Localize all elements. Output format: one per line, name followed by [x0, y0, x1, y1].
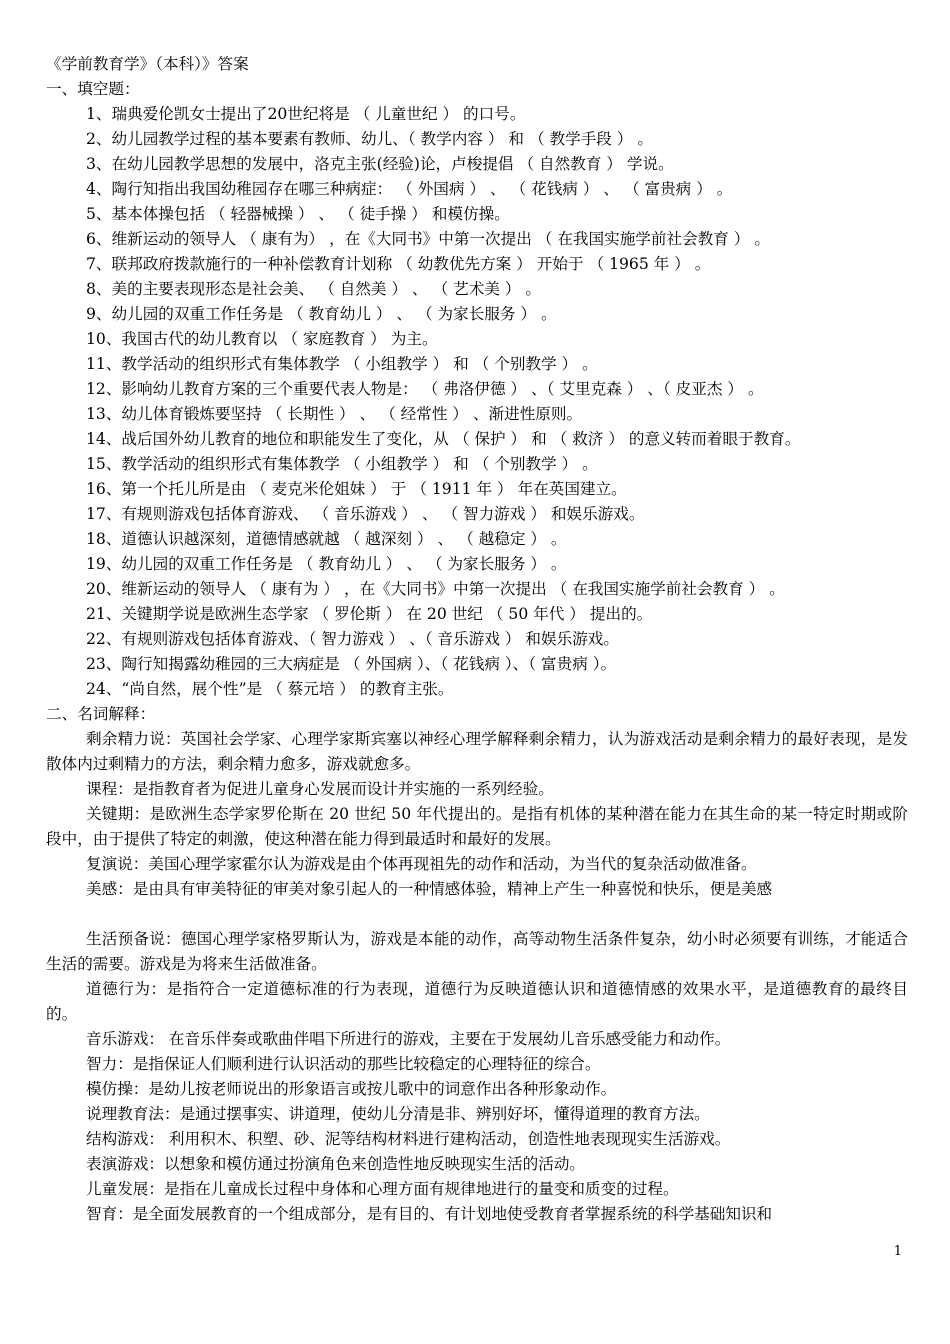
list-item: 16、第一个托儿所是由 （ 麦克米伦姐妹 ） 于 （ 1911 年 ） 年在英国建立。 — [86, 480, 627, 498]
fill-in-blank-list — [46, 102, 908, 702]
list-item: 24、“尚自然，展个性”是 （ 蔡元培 ） 的教育主张。 — [86, 680, 454, 698]
list-item: 13、幼儿体育锻炼要坚持 （ 长期性 ） 、 （ 经常性 ） 、渐进性原则。 — [86, 405, 583, 423]
document-body — [46, 52, 908, 1227]
definition-list — [46, 727, 908, 1227]
list-item: 15、教学活动的组织形式有集体教学 （ 小组教学 ） 和 （ 个别教学 ） 。 — [86, 455, 598, 473]
list-item: 12、影响幼儿教育方案的三个重要代表人物是： （ 弗洛伊德 ） 、（ 艾里克森 ） 、（ 皮亚杰 ） 。 — [86, 380, 764, 398]
list-item: 20、维新运动的领导人 （ 康有为 ） ，在《大同书》中第一次提出 （ 在我国实施学前社会教育 ） 。 — [86, 580, 785, 598]
list-item: 8、美的主要表现形态是社会美、 （ 自然美 ） 、 （ 艺术美 ） 。 — [86, 280, 542, 298]
section-heading-definitions: 二、名词解释： — [46, 705, 156, 723]
definition-paragraph: 道德行为：是指符合一定道德标准的行为表现，道德行为反映道德认识和道德情感的效果水平，是道德教育的最终目的。 — [46, 980, 908, 1023]
definition-paragraph: 复演说：美国心理学家霍尔认为游戏是由个体再现祖先的动作和活动，为当代的复杂活动做准备。 — [86, 855, 757, 873]
definition-paragraph: 说理教育法：是通过摆事实、讲道理，使幼儿分清是非、辨别好坏，懂得道理的教育方法。 — [86, 1105, 710, 1123]
definition-paragraph: 生活预备说：德国心理学家格罗斯认为，游戏是本能的动作，高等动物生活条件复杂，幼小时必须要有训练，才能适合生活的需要。游戏是为将来生活做准备。 — [46, 930, 908, 973]
definition-paragraph: 关键期：是欧洲生态学家罗伦斯在 20 世纪 50 年代提出的。是指有机体的某种潜在能力在其生命的某一特定时期或阶段中，由于提供了特定的刺激，使这种潜在能力得到最适时和最好的发展。 — [46, 805, 908, 848]
definition-paragraph: 剩余精力说：英国社会学家、心理学家斯宾塞以神经心理学解释剩余精力，认为游戏活动是剩余精力的最好表现，是发散体内过剩精力的方法，剩余精力愈多，游戏就愈多。 — [46, 730, 908, 773]
list-item: 3、在幼儿园教学思想的发展中，洛克主张(经验)论，卢梭提倡 （ 自然教育 ） 学说。 — [86, 155, 674, 173]
list-item: 21、关键期学说是欧洲生态学家 （ 罗伦斯 ） 在 20 世纪 （ 50 年代 ） 提出的。 — [86, 605, 653, 623]
list-item: 11、教学活动的组织形式有集体教学 （ 小组教学 ） 和 （ 个别教学 ） 。 — [86, 355, 598, 373]
list-item: 5、基本体操包括 （ 轻器械操 ） 、 （ 徒手操 ） 和模仿操。 — [86, 205, 510, 223]
definition-paragraph: 智力：是指保证人们顺利进行认识活动的那些比较稳定的心理特征的综合。 — [86, 1055, 601, 1073]
list-item: 22、有规则游戏包括体育游戏、（ 智力游戏 ） 、（ 音乐游戏 ） 和娱乐游戏。 — [86, 630, 619, 648]
definition-paragraph: 智育：是全面发展教育的一个组成部分，是有目的、有计划地使受教育者掌握系统的科学基础知识和 — [86, 1205, 773, 1223]
document-title: 《学前教育学》（本科）》答案 — [46, 55, 249, 73]
list-item: 4、陶行知指出我国幼稚园存在哪三种病症： （ 外国病 ） 、 （ 花钱病 ） 、 （ 富贵病 ） 。 — [86, 180, 733, 198]
list-item: 2、幼儿园教学过程的基本要素有教师、幼儿、（ 教学内容 ） 和 （ 教学手段 ） 。 — [86, 130, 654, 148]
section-heading-fill-in: 一、填空题： — [46, 80, 140, 98]
page-number: 1 — [893, 1244, 902, 1259]
blank-line — [46, 902, 908, 927]
definition-paragraph: 美感：是由具有审美特征的审美对象引起人的一种情感体验，精神上产生一种喜悦和快乐，便是美感 — [86, 880, 773, 898]
list-item: 6、维新运动的领导人 （ 康有为） ，在《大同书》中第一次提出 （ 在我国实施学前社会教育 ） 。 — [86, 230, 770, 248]
definition-paragraph: 儿童发展：是指在儿童成长过程中身体和心理方面有规律地进行的量变和质变的过程。 — [86, 1180, 679, 1198]
list-item: 1、瑞典爱伦凯女士提出了20世纪将是 （ 儿童世纪 ） 的口号。 — [86, 105, 526, 123]
list-item: 14、战后国外幼儿教育的地位和职能发生了变化，从 （ 保护 ） 和 （ 救济 ） 的意义转而着眼于教育。 — [86, 430, 801, 448]
list-item: 18、道德认识越深刻，道德情感就越 （ 越深刻 ） 、 （ 越稳定 ） 。 — [86, 530, 567, 548]
list-item: 19、幼儿园的双重工作任务是 （ 教育幼儿 ） 、 （ 为家长服务 ） 。 — [86, 555, 567, 573]
list-item: 17、有规则游戏包括体育游戏、 （ 音乐游戏 ） 、 （ 智力游戏 ） 和娱乐游戏。 — [86, 505, 645, 523]
definition-paragraph: 音乐游戏： 在音乐伴奏或歌曲伴唱下所进行的游戏，主要在于发展幼儿音乐感受能力和动作。 — [86, 1030, 731, 1048]
definition-paragraph: 结构游戏： 利用积木、积塑、砂、泥等结构材料进行建构活动，创造性地表现现实生活游戏。 — [86, 1130, 731, 1148]
definition-paragraph: 模仿操：是幼儿按老师说出的形象语言或按儿歌中的词意作出各种形象动作。 — [86, 1080, 617, 1098]
list-item: 23、陶行知揭露幼稚园的三大病症是 （ 外国病 ）、（ 花钱病 ）、（ 富贵病 ）。 — [86, 655, 617, 673]
list-item: 10、我国古代的幼儿教育以 （ 家庭教育 ） 为主。 — [86, 330, 438, 348]
list-item: 9、幼儿园的双重工作任务是 （ 教育幼儿 ） 、 （ 为家长服务 ） 。 — [86, 305, 557, 323]
list-item: 7、联邦政府拨款施行的一种补偿教育计划称 （ 幼教优先方案 ） 开始于 （ 1965 年 ） 。 — [86, 255, 711, 273]
definition-paragraph: 表演游戏：以想象和模仿通过扮演角色来创造性地反映现实生活的活动。 — [86, 1155, 586, 1173]
definition-paragraph: 课程：是指教育者为促进儿童身心发展而设计并实施的一系列经验。 — [86, 780, 554, 798]
